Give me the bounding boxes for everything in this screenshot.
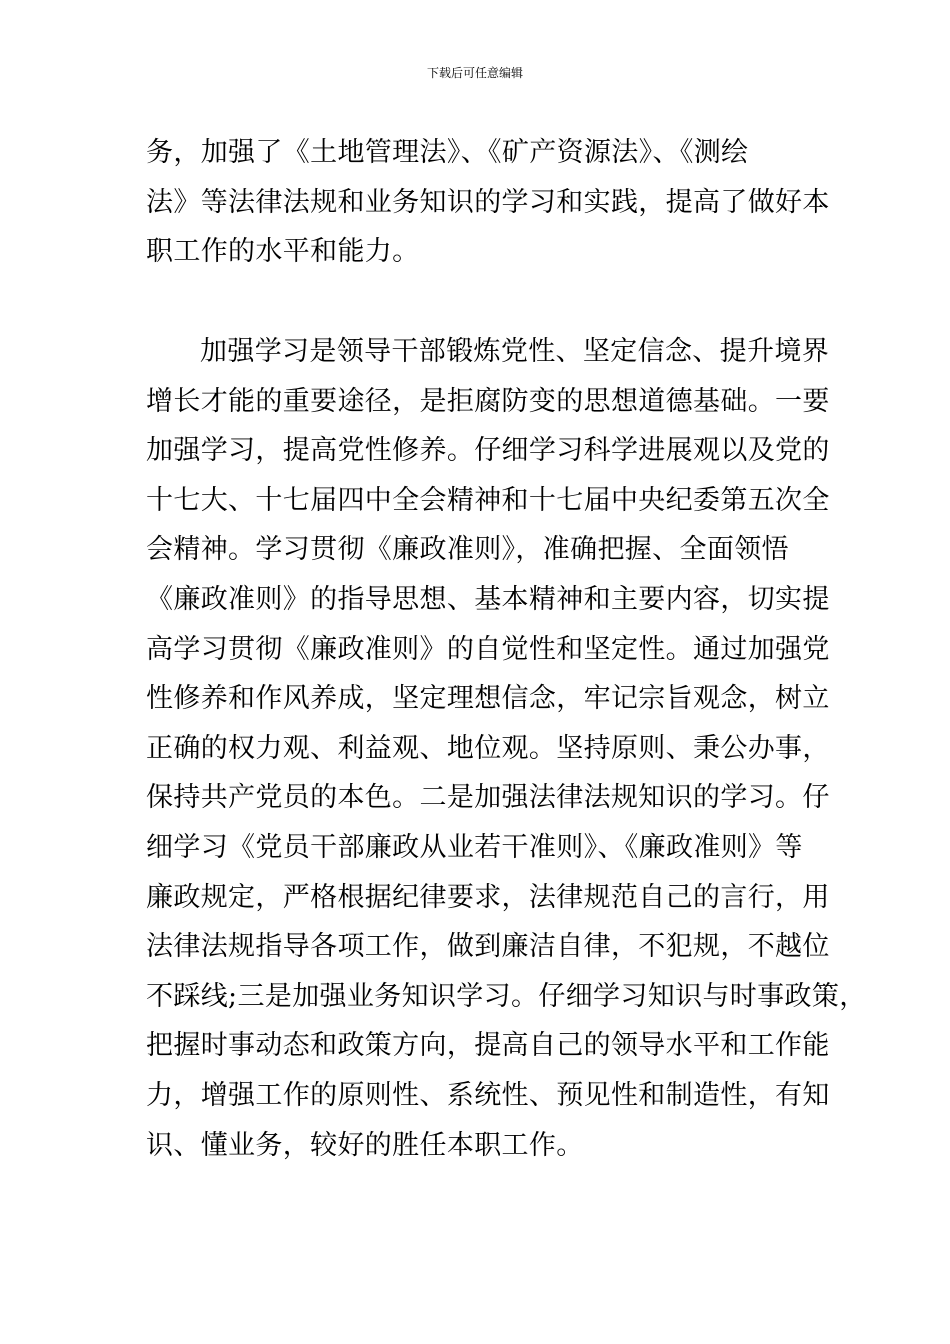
paragraph-line: 十七大、十七届四中全会精神和十七届中央纪委第五次全 (146, 484, 830, 516)
paragraph-line: 细学习《党员干部廉政从业若干准则》、《廉政准则》等 (146, 831, 803, 863)
paragraph-1 (146, 128, 830, 277)
paragraph-line: 职工作的水平和能力。 (146, 236, 420, 268)
paragraph-line: 高学习贯彻《廉政准则》的自觉性和坚定性。通过加强党 (146, 633, 830, 665)
paragraph-line: 性修养和作风养成，坚定理想信念，牢记宗旨观念，树立 (146, 683, 830, 715)
paragraph-line: 法律法规指导各项工作，做到廉洁自律，不犯规，不越位 (146, 931, 830, 963)
paragraph-2 (146, 327, 867, 1170)
paragraph-line: 会精神。学习贯彻《廉政准则》，准确把握、全面领悟 (146, 534, 789, 566)
paragraph-line: 把握时事动态和政策方向，提高自己的领导水平和工作能 (146, 1030, 830, 1062)
paragraph-line: 法》等法律法规和业务知识的学习和实践，提高了做好本 (146, 186, 830, 218)
paragraph-line: 增长才能的重要途径，是拒腐防变的思想道德基础。一要 (146, 385, 830, 417)
paragraph-line: 力，增强工作的原则性、系统性、预见性和制造性，有知 (146, 1079, 830, 1111)
paragraph-line: 《廉政准则》的指导思想、基本精神和主要内容，切实提 (146, 583, 830, 615)
paragraph-line: 不踩线;三是加强业务知识学习。仔细学习知识与时事政策， (146, 980, 867, 1012)
paragraph-line: 保持共产党员的本色。二是加强法律法规知识的学习。仔 (146, 782, 830, 814)
paragraph-line: 加强学习，提高党性修养。仔细学习科学进展观以及党的 (146, 435, 830, 467)
header-note: 下载后可任意编辑 (426, 66, 523, 80)
paragraph-line: 识、懂业务，较好的胜任本职工作。 (146, 1129, 584, 1161)
paragraph-line: 务，加强了《土地管理法》、《矿产资源法》、《测绘 (146, 137, 749, 168)
paragraph-line: 正确的权力观、利益观、地位观。坚持原则、秉公办事， (146, 732, 830, 764)
paragraph-line: 廉政规定，严格根据纪律要求，法律规范自己的言行，用 (146, 881, 830, 913)
paragraph-line: 加强学习是领导干部锻炼党性、坚定信念、提升境界 (200, 336, 830, 367)
